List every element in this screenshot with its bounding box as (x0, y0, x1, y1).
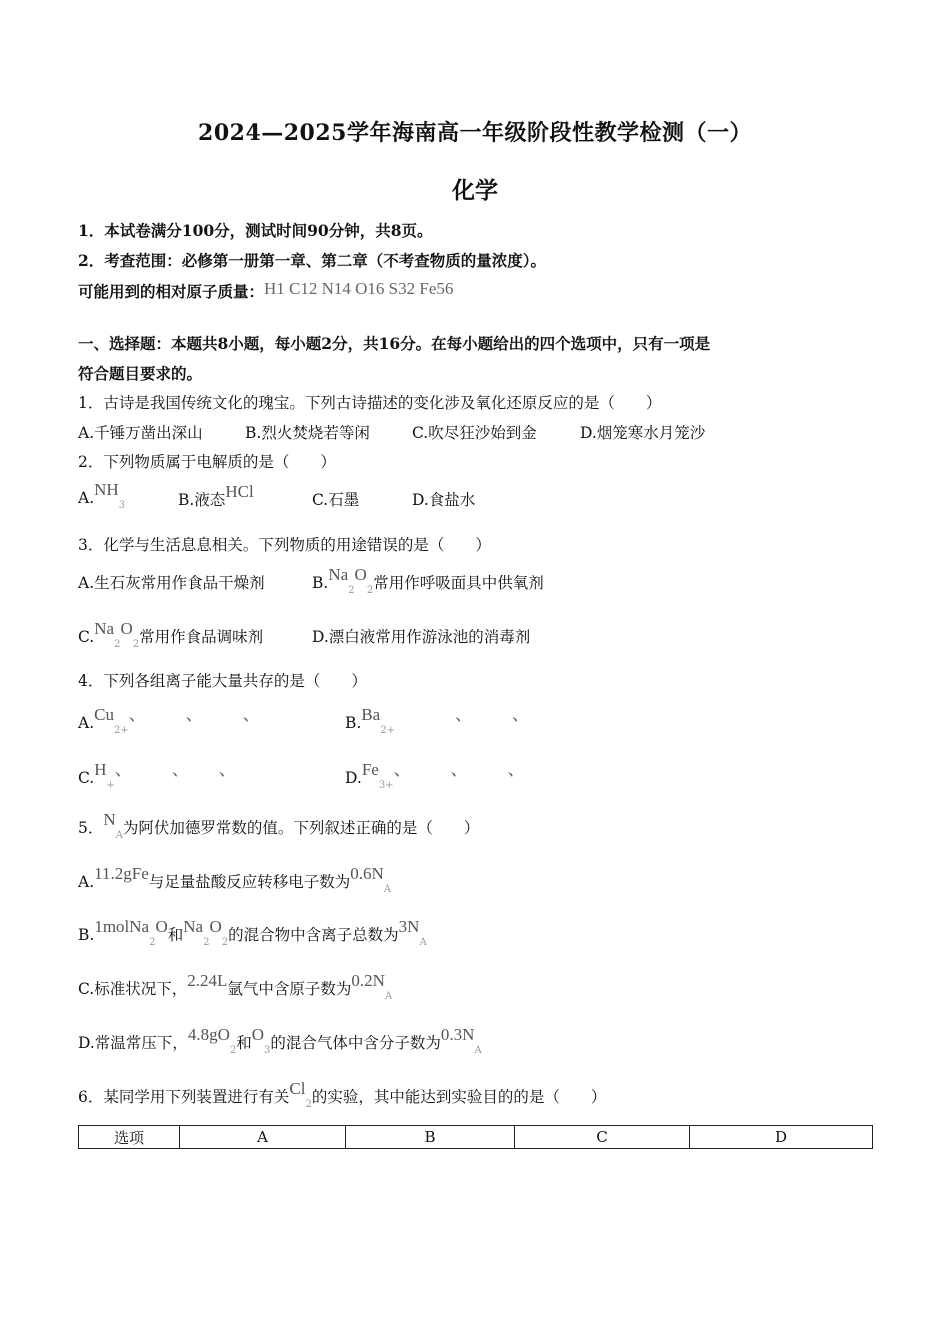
q5-option-c (78, 971, 393, 1002)
q3-c-formula-o: O (120, 619, 133, 638)
q4-c-sep2: 、 (171, 760, 189, 779)
q3-b-subscript: 2 (348, 585, 355, 596)
q3-stem: 3．化学与生活息息相关。下列物质的用途错误的是（ ） (78, 536, 491, 554)
table-header-cell: C (514, 1126, 689, 1149)
q6-stem (78, 1079, 607, 1110)
q4-d-charge: 3+ (378, 780, 394, 791)
q1-option-b: B.烈火焚烧若等闲 (245, 424, 370, 442)
q2-option-a (78, 480, 126, 511)
q5-option-a (78, 864, 392, 895)
q5-stem (78, 810, 480, 841)
q2-b-formula: HCl (225, 482, 254, 501)
q4-b-sep2: 、 (511, 705, 529, 724)
q4-stem: 4．下列各组离子能大量共存的是（ ） (78, 672, 367, 690)
q5-b-f1b: O (155, 917, 168, 936)
q2-b-label: B.液态 (178, 491, 226, 509)
q5-c-f2: 0.2N (351, 971, 385, 990)
table-header-cell: A (180, 1126, 346, 1149)
q5-d-f1: 4.8gO (187, 1025, 230, 1044)
q5-d-sub2: 3 (264, 1045, 271, 1056)
section-heading-line1: 一、选择题：本题共8小题，每小题2分，共16分。在每小题给出的四个选项中，只有一项是 (78, 334, 711, 353)
q5-b-label: B. (78, 926, 95, 944)
q5-d-label: D.常温常压下， (78, 1034, 188, 1052)
table-header-cell: D (690, 1126, 873, 1149)
q5-option-b (78, 917, 427, 948)
q3-c-subscript: 2 (114, 639, 121, 650)
q5-b-sub1: 2 (149, 937, 156, 948)
q2-a-label: A. (78, 489, 95, 507)
q5-option-d (78, 1025, 482, 1056)
q6-options-table (78, 1125, 873, 1149)
q5-b-f2: Na (183, 917, 204, 936)
q3-option-b (312, 565, 544, 596)
q4-option-d (345, 760, 525, 791)
q4-d-sep1: 、 (393, 760, 411, 779)
q3-c-label: C. (78, 628, 95, 646)
q2-option-c: C.石墨 (312, 491, 360, 509)
q3-option-a: A.生石灰常用作食品干燥剂 (78, 574, 265, 592)
q5-b-sub4: A (419, 937, 427, 948)
q4-a-sep1: 、 (128, 705, 146, 724)
q3-b-subscript-o: 2 (366, 585, 374, 596)
q4-c-charge: + (106, 780, 115, 791)
q4-c-label: C. (78, 769, 95, 787)
q3-c-text: 常用作食品调味剂 (139, 628, 264, 646)
q4-d-label: D. (345, 769, 362, 787)
subject-title: 化学 (452, 177, 498, 204)
q2-a-subscript: 3 (118, 500, 126, 511)
table-header-cell: 选项 (79, 1126, 180, 1149)
q5-b-text: 的混合物中含离子总数为 (228, 926, 399, 944)
q3-option-d: D.漂白液常用作游泳池的消毒剂 (312, 628, 531, 646)
q4-c-sep3: 、 (218, 760, 236, 779)
q5-c-sub: A (384, 991, 393, 1002)
q5-d-and: 和 (236, 1034, 252, 1052)
q4-a-ion: Cu (94, 705, 114, 724)
q1-option-c: C.吹尽狂沙始到金 (412, 424, 537, 442)
q5-b-sub3: 2 (221, 937, 229, 948)
q5-b-and: 和 (167, 926, 184, 944)
q4-a-sep3: 、 (242, 705, 260, 724)
exam-title: 2024—2025学年海南高一年级阶段性教学检测（一） (198, 120, 752, 146)
q6-formula-sub: 2 (305, 1099, 312, 1110)
q4-d-ion: Fe (361, 760, 379, 779)
q6-stem-b: 的实验，其中能达到实验目的的是（ ） (311, 1088, 607, 1106)
q3-c-formula: Na (94, 619, 115, 638)
q5-c-text: 氩气中含原子数为 (227, 980, 352, 998)
q4-c-sep1: 、 (114, 760, 132, 779)
q2-a-formula: NH (94, 480, 119, 499)
q5-num: 5． (78, 819, 104, 837)
atomic-mass-line (78, 280, 453, 302)
section-heading-line2: 符合题目要求的。 (78, 364, 203, 383)
q5-a-f2: 0.6N (350, 864, 384, 883)
q2-stem: 2．下列物质属于电解质的是（ ） (78, 453, 336, 471)
q2-option-b (178, 482, 254, 510)
q5-d-sub1: 2 (229, 1045, 237, 1056)
q4-d-sep3: 、 (507, 760, 525, 779)
q2-option-d: D.食盐水 (412, 491, 476, 509)
q5-a-sub: A (383, 884, 392, 895)
q5-b-f2b: O (209, 917, 222, 936)
q5-na: N (103, 810, 116, 829)
q4-a-charge: 2+ (113, 725, 129, 736)
q5-b-f1: 1molNa (94, 917, 150, 936)
q5-b-f3: 3N (398, 917, 420, 936)
q4-b-label: B. (345, 714, 362, 732)
q5-c-label: C.标准状况下， (78, 980, 188, 998)
note-2: 2．考查范围：必修第一册第一章、第二章（不考查物质的量浓度）。 (78, 251, 547, 270)
q5-a-f1: 11.2gFe (94, 864, 149, 883)
q1-stem: 1．古诗是我国传统文化的瑰宝。下列古诗描述的变化涉及氧化还原反应的是（ ） (78, 394, 662, 412)
q3-b-text: 常用作呼吸面具中供氧剂 (373, 574, 544, 592)
q3-b-formula: Na (328, 565, 349, 584)
q5-d-f2: O (251, 1025, 265, 1044)
q5-a-label: A. (78, 873, 95, 891)
q4-b-sep1: 、 (454, 705, 472, 724)
atomic-mass-label: 可能用到的相对原子质量： (78, 282, 265, 301)
q5-stem-text: 为阿伏加德罗常数的值。下列叙述正确的是（ ） (122, 819, 480, 837)
q3-b-formula-o: O (354, 565, 367, 584)
q4-b-ion: Ba (361, 705, 381, 724)
q4-option-c (78, 760, 236, 791)
q4-a-label: A. (78, 714, 95, 732)
q5-d-sub3: A (474, 1045, 482, 1056)
q5-na-sub: A (115, 830, 123, 841)
q6-stem-a: 6．某同学用下列装置进行有关 (78, 1088, 290, 1106)
q5-b-sub2: 2 (203, 937, 210, 948)
q5-d-text: 的混合气体中含分子数为 (270, 1034, 441, 1052)
q3-c-subscript-o: 2 (132, 639, 140, 650)
q4-option-a (78, 705, 260, 736)
table-header-cell: B (346, 1126, 515, 1149)
q5-c-f1: 2.24L (187, 971, 228, 990)
q5-a-text: 与足量盐酸反应转移电子数为 (148, 873, 351, 891)
q3-option-c (78, 619, 264, 650)
q4-option-b (345, 705, 529, 736)
note-1: 1．本试卷满分100分，测试时间90分钟，共8页。 (78, 221, 433, 240)
q6-formula: Cl (289, 1079, 306, 1098)
q4-a-sep2: 、 (185, 705, 203, 724)
q3-b-label: B. (312, 574, 329, 592)
q4-b-charge: 2+ (380, 725, 395, 736)
q4-c-ion: H (94, 760, 107, 779)
q1-option-d: D.烟笼寒水月笼沙 (580, 424, 706, 442)
atomic-mass-values: H1 C12 N14 O16 S32 Fe56 (264, 279, 454, 298)
q5-d-f3: 0.3N (440, 1025, 475, 1044)
q4-d-sep2: 、 (450, 760, 468, 779)
table-row (79, 1126, 873, 1149)
q1-option-a: A.千锤万凿出深山 (78, 424, 203, 442)
